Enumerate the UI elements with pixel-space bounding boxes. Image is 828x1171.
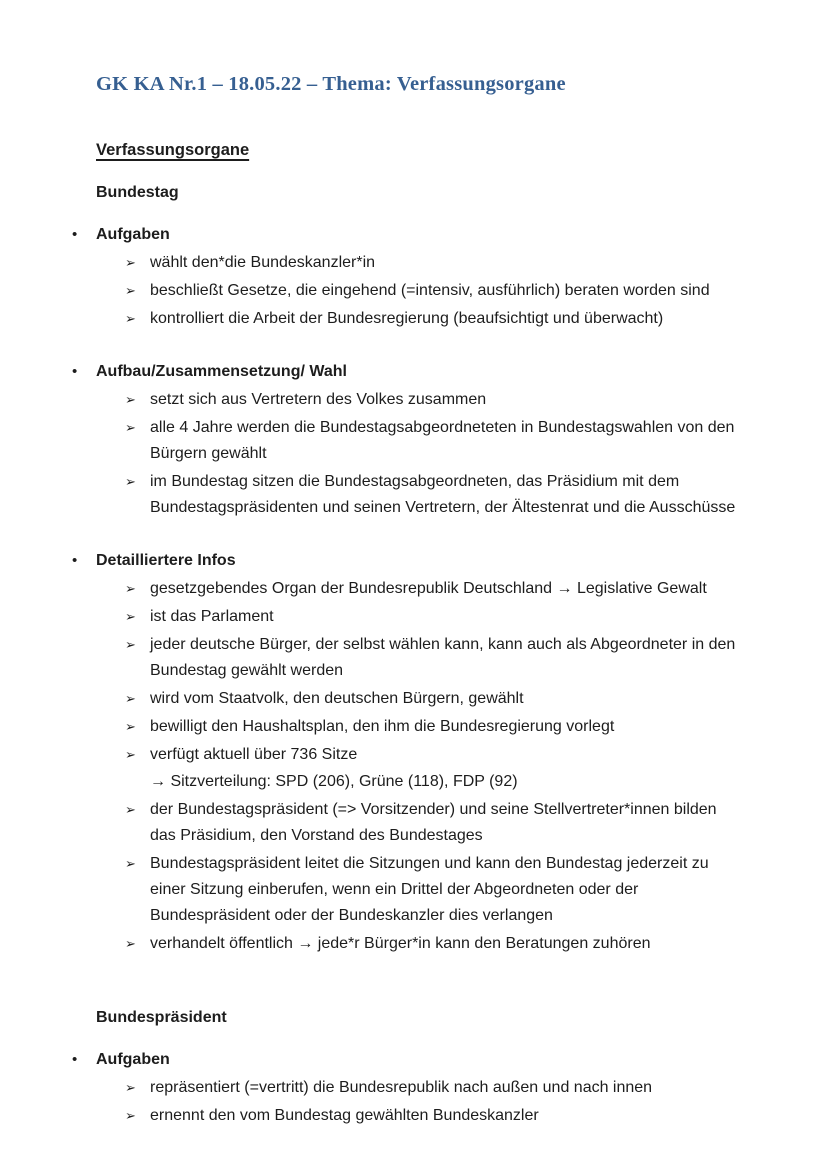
list-item-text: ernennt den vom Bundestag gewählten Bundeskanzler bbox=[150, 1107, 539, 1124]
list-item-text: Bundestagspräsident leitet die Sitzungen und kann den Bundestag jederzeit zu einer Sitzung einberufen, wenn ein Drittel der Abgeordneten oder der Bundespräsident oder der Bundeskanzler dies verlangen bbox=[150, 855, 709, 924]
list-item bbox=[72, 797, 740, 849]
list-item-text: setzt sich aus Vertretern des Volkes zusammen bbox=[150, 391, 487, 408]
group-items bbox=[72, 387, 740, 521]
arrow-bullet-icon: ➢ bbox=[125, 747, 136, 762]
group-items bbox=[72, 250, 740, 332]
arrow-bullet-icon: ➢ bbox=[125, 637, 136, 652]
arrow-bullet-icon: ➢ bbox=[125, 311, 136, 326]
group-label: Aufgaben bbox=[96, 1051, 170, 1068]
arrow-bullet-icon: ➢ bbox=[125, 1080, 136, 1095]
group-items bbox=[72, 576, 740, 957]
list-item-text: gesetzgebendes Organ der Bundesrepublik Deutschland → Legislative Gewalt bbox=[150, 580, 707, 597]
arrow-bullet-icon: ➢ bbox=[125, 691, 136, 706]
list-item bbox=[72, 576, 740, 602]
section-groups bbox=[72, 222, 740, 957]
arrow-bullet-icon: ➢ bbox=[125, 392, 136, 407]
document-title: GK KA Nr.1 – 18.05.22 – Thema: Verfassungsorgane bbox=[96, 73, 566, 95]
list-item-text: kontrolliert die Arbeit der Bundesregierung (beaufsichtigt und überwacht) bbox=[150, 310, 664, 327]
list-item bbox=[72, 686, 740, 712]
list-item bbox=[72, 742, 740, 768]
arrow-bullet-icon: ➢ bbox=[125, 856, 136, 871]
list-item bbox=[72, 415, 740, 467]
bullet-icon: • bbox=[72, 552, 78, 569]
list-item bbox=[72, 1103, 740, 1129]
topic-group bbox=[72, 359, 740, 521]
list-item-text: beschließt Gesetze, die eingehend (=intensiv, ausführlich) beraten worden sind bbox=[150, 282, 710, 299]
arrow-bullet-icon: ➢ bbox=[125, 581, 136, 596]
section bbox=[72, 182, 740, 957]
arrow-bullet-icon: ➢ bbox=[125, 255, 136, 270]
list-item-text: ist das Parlament bbox=[150, 608, 274, 625]
arrow-bullet-icon: ➢ bbox=[125, 936, 136, 951]
section-groups bbox=[72, 1047, 740, 1129]
list-item bbox=[72, 469, 740, 521]
list-item bbox=[72, 851, 740, 929]
list-item bbox=[72, 306, 740, 332]
group-head bbox=[72, 1047, 740, 1073]
group-label: Detailliertere Infos bbox=[96, 552, 236, 569]
group-head bbox=[72, 548, 740, 574]
list-item-text: verhandelt öffentlich → jede*r Bürger*in kann den Beratungen zuhören bbox=[150, 935, 651, 952]
list-item-text: der Bundestagspräsident (=> Vorsitzender) und seine Stellvertreter*innen bilden das Präsidium, den Vorstand des Bundestages bbox=[150, 801, 717, 844]
arrow-bullet-icon: ➢ bbox=[125, 420, 136, 435]
bullet-icon: • bbox=[72, 363, 78, 380]
main-heading-wrap bbox=[96, 139, 740, 161]
list-item bbox=[72, 714, 740, 740]
section-heading: Bundestag bbox=[96, 184, 179, 201]
arrow-bullet-icon: ➢ bbox=[125, 609, 136, 624]
list-item bbox=[72, 1075, 740, 1101]
section bbox=[72, 1007, 740, 1129]
list-item bbox=[72, 250, 740, 276]
list-item-text: im Bundestag sitzen die Bundestagsabgeordneten, das Präsidium mit dem Bundestagspräsidenten und seinen Vertretern, der Ältestenrat und die Ausschüsse bbox=[150, 473, 736, 516]
arrow-bullet-icon: ➢ bbox=[125, 1108, 136, 1123]
group-label: Aufbau/Zusammensetzung/ Wahl bbox=[96, 363, 347, 380]
topic-group bbox=[72, 548, 740, 957]
document-body bbox=[72, 182, 740, 1129]
list-item bbox=[72, 387, 740, 413]
arrow-bullet-icon: ➢ bbox=[125, 802, 136, 817]
list-item-text: jeder deutsche Bürger, der selbst wählen kann, kann auch als Abgeordneter in den Bundestag gewählt werden bbox=[150, 636, 736, 679]
main-heading: Verfassungsorgane bbox=[96, 141, 250, 159]
arrow-bullet-icon: ➢ bbox=[125, 474, 136, 489]
arrow-bullet-icon: ➢ bbox=[125, 719, 136, 734]
section-heading: Bundespräsident bbox=[96, 1009, 227, 1026]
arrow-bullet-icon: ➢ bbox=[125, 283, 136, 298]
list-item-text: bewilligt den Haushaltsplan, den ihm die Bundesregierung vorlegt bbox=[150, 718, 615, 735]
topic-group bbox=[72, 222, 740, 332]
list-item bbox=[72, 604, 740, 630]
group-head bbox=[72, 359, 740, 385]
list-item-text: alle 4 Jahre werden die Bundestagsabgeordneteten in Bundestagswahlen von den Bürgern gewählt bbox=[150, 419, 735, 462]
list-item-text: verfügt aktuell über 736 Sitze bbox=[150, 746, 358, 763]
group-head bbox=[72, 222, 740, 248]
list-item-text: wird vom Staatvolk, den deutschen Bürgern, gewählt bbox=[150, 690, 524, 707]
group-items bbox=[72, 1075, 740, 1129]
bullet-icon: • bbox=[72, 226, 78, 243]
list-item bbox=[72, 278, 740, 304]
list-item bbox=[72, 931, 740, 957]
list-item bbox=[72, 632, 740, 684]
list-item-text: repräsentiert (=vertritt) die Bundesrepublik nach außen und nach innen bbox=[150, 1079, 653, 1096]
list-item-text: wählt den*die Bundeskanzler*in bbox=[150, 254, 376, 271]
topic-group bbox=[72, 1047, 740, 1129]
bullet-icon: • bbox=[72, 1051, 78, 1068]
list-subitem: → Sitzverteilung: SPD (206), Grüne (118), FDP (92) bbox=[150, 773, 518, 790]
group-label: Aufgaben bbox=[96, 226, 170, 243]
